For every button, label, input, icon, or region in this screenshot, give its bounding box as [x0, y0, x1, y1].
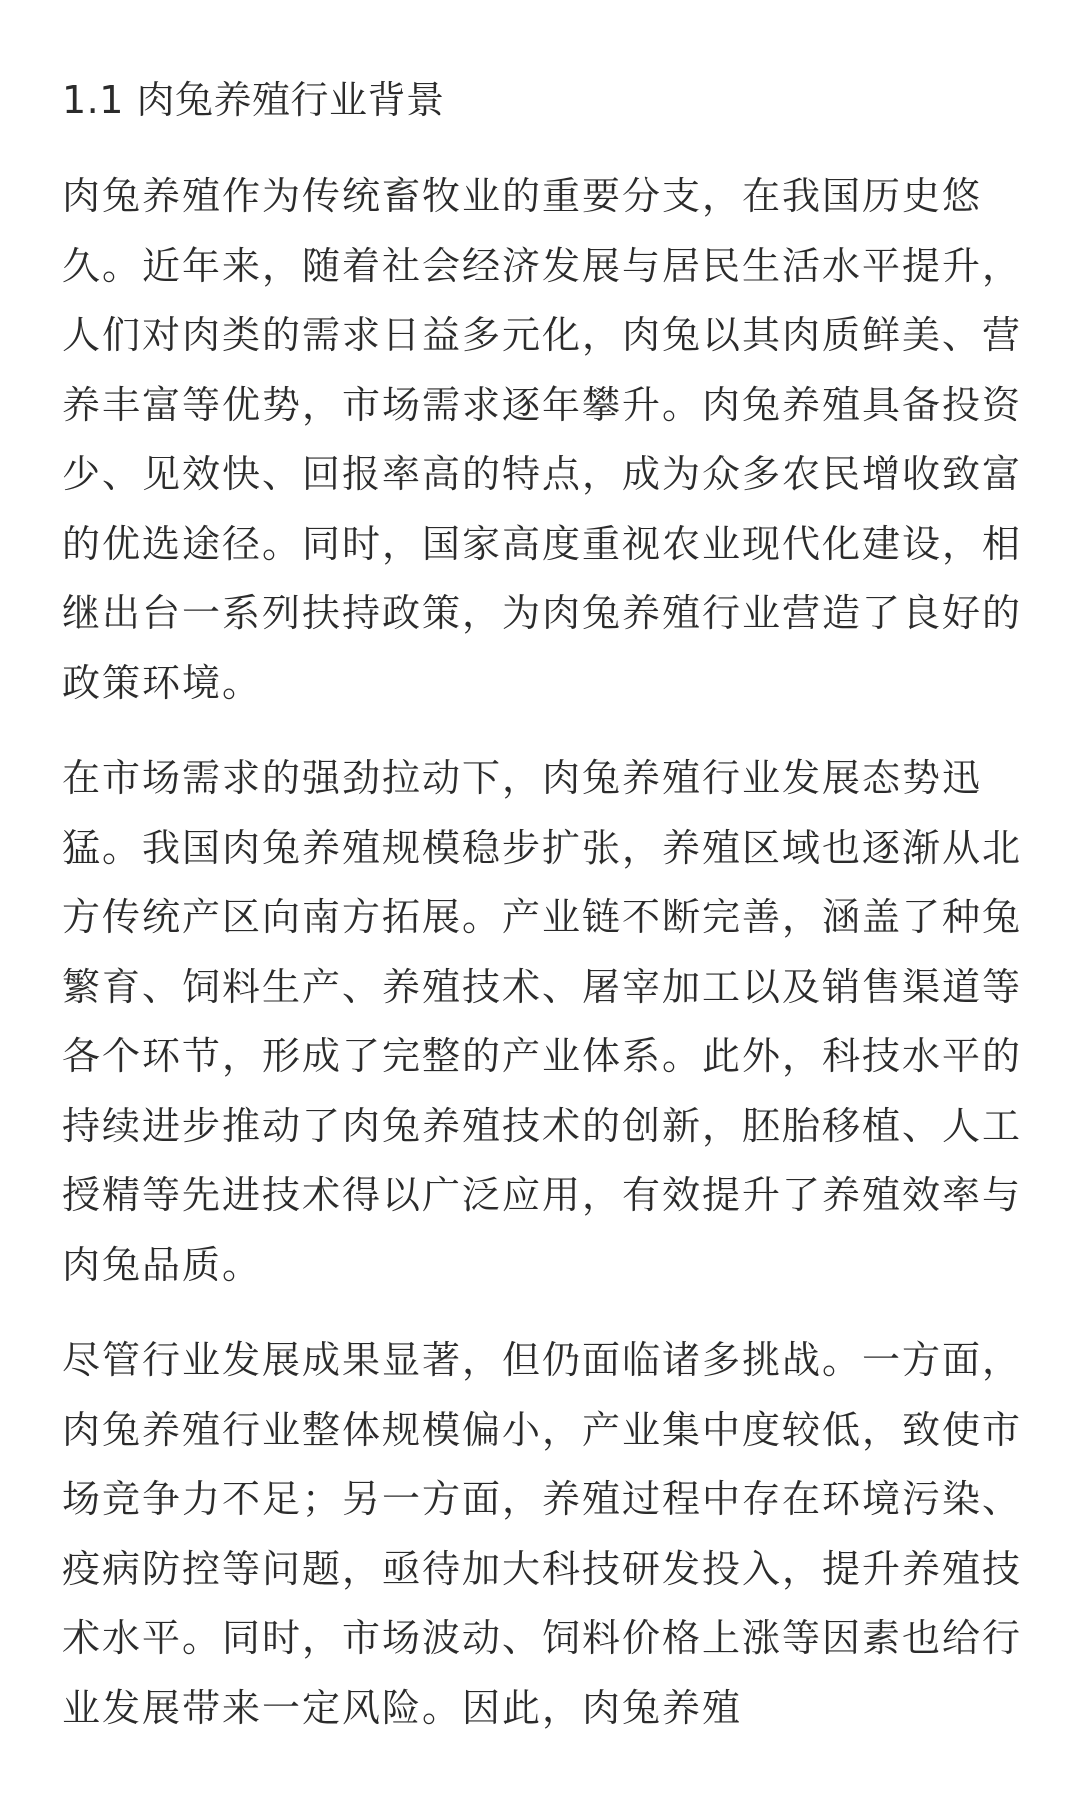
paragraph-2: 在市场需求的强劲拉动下，肉兔养殖行业发展态势迅猛。我国肉兔养殖规模稳步扩张，养殖区域也逐渐从北方传统产区向南方拓展。产业链不断完善，涵盖了种兔繁育、饲料生产、养殖技术、屠宰加工以及销售渠道等各个环节，形成了完整的产业体系。此外，科技水平的持续进步推动了肉兔养殖技术的创新，胚胎移植、人工授精等先进技术得以广泛应用，有效提升了养殖效率与肉兔品质。: [62, 756, 1023, 1287]
paragraph-3: 尽管行业发展成果显著，但仍面临诸多挑战。一方面，肉兔养殖行业整体规模偏小，产业集中度较低，致使市场竞争力不足；另一方面，养殖过程中存在环境污染、疫病防控等问题，亟待加大科技研发投入，提升养殖技术水平。同时，市场波动、饲料价格上涨等因素也给行业发展带来一定风险。因此，肉兔养殖: [62, 1338, 1023, 1730]
article: [62, 60, 1022, 1769]
paragraph-1: 肉兔养殖作为传统畜牧业的重要分支，在我国历史悠久。近年来，随着社会经济发展与居民生活水平提升，人们对肉类的需求日益多元化，肉兔以其肉质鲜美、营养丰富等优势，市场需求逐年攀升。肉兔养殖具备投资少、见效快、回报率高的特点，成为众多农民增收致富的优选途径。同时，国家高度重视农业现代化建设，相继出台一系列扶持政策，为肉兔养殖行业营造了良好的政策环境。: [62, 174, 1023, 705]
section-heading: 1.1 肉兔养殖行业背景: [62, 78, 445, 122]
